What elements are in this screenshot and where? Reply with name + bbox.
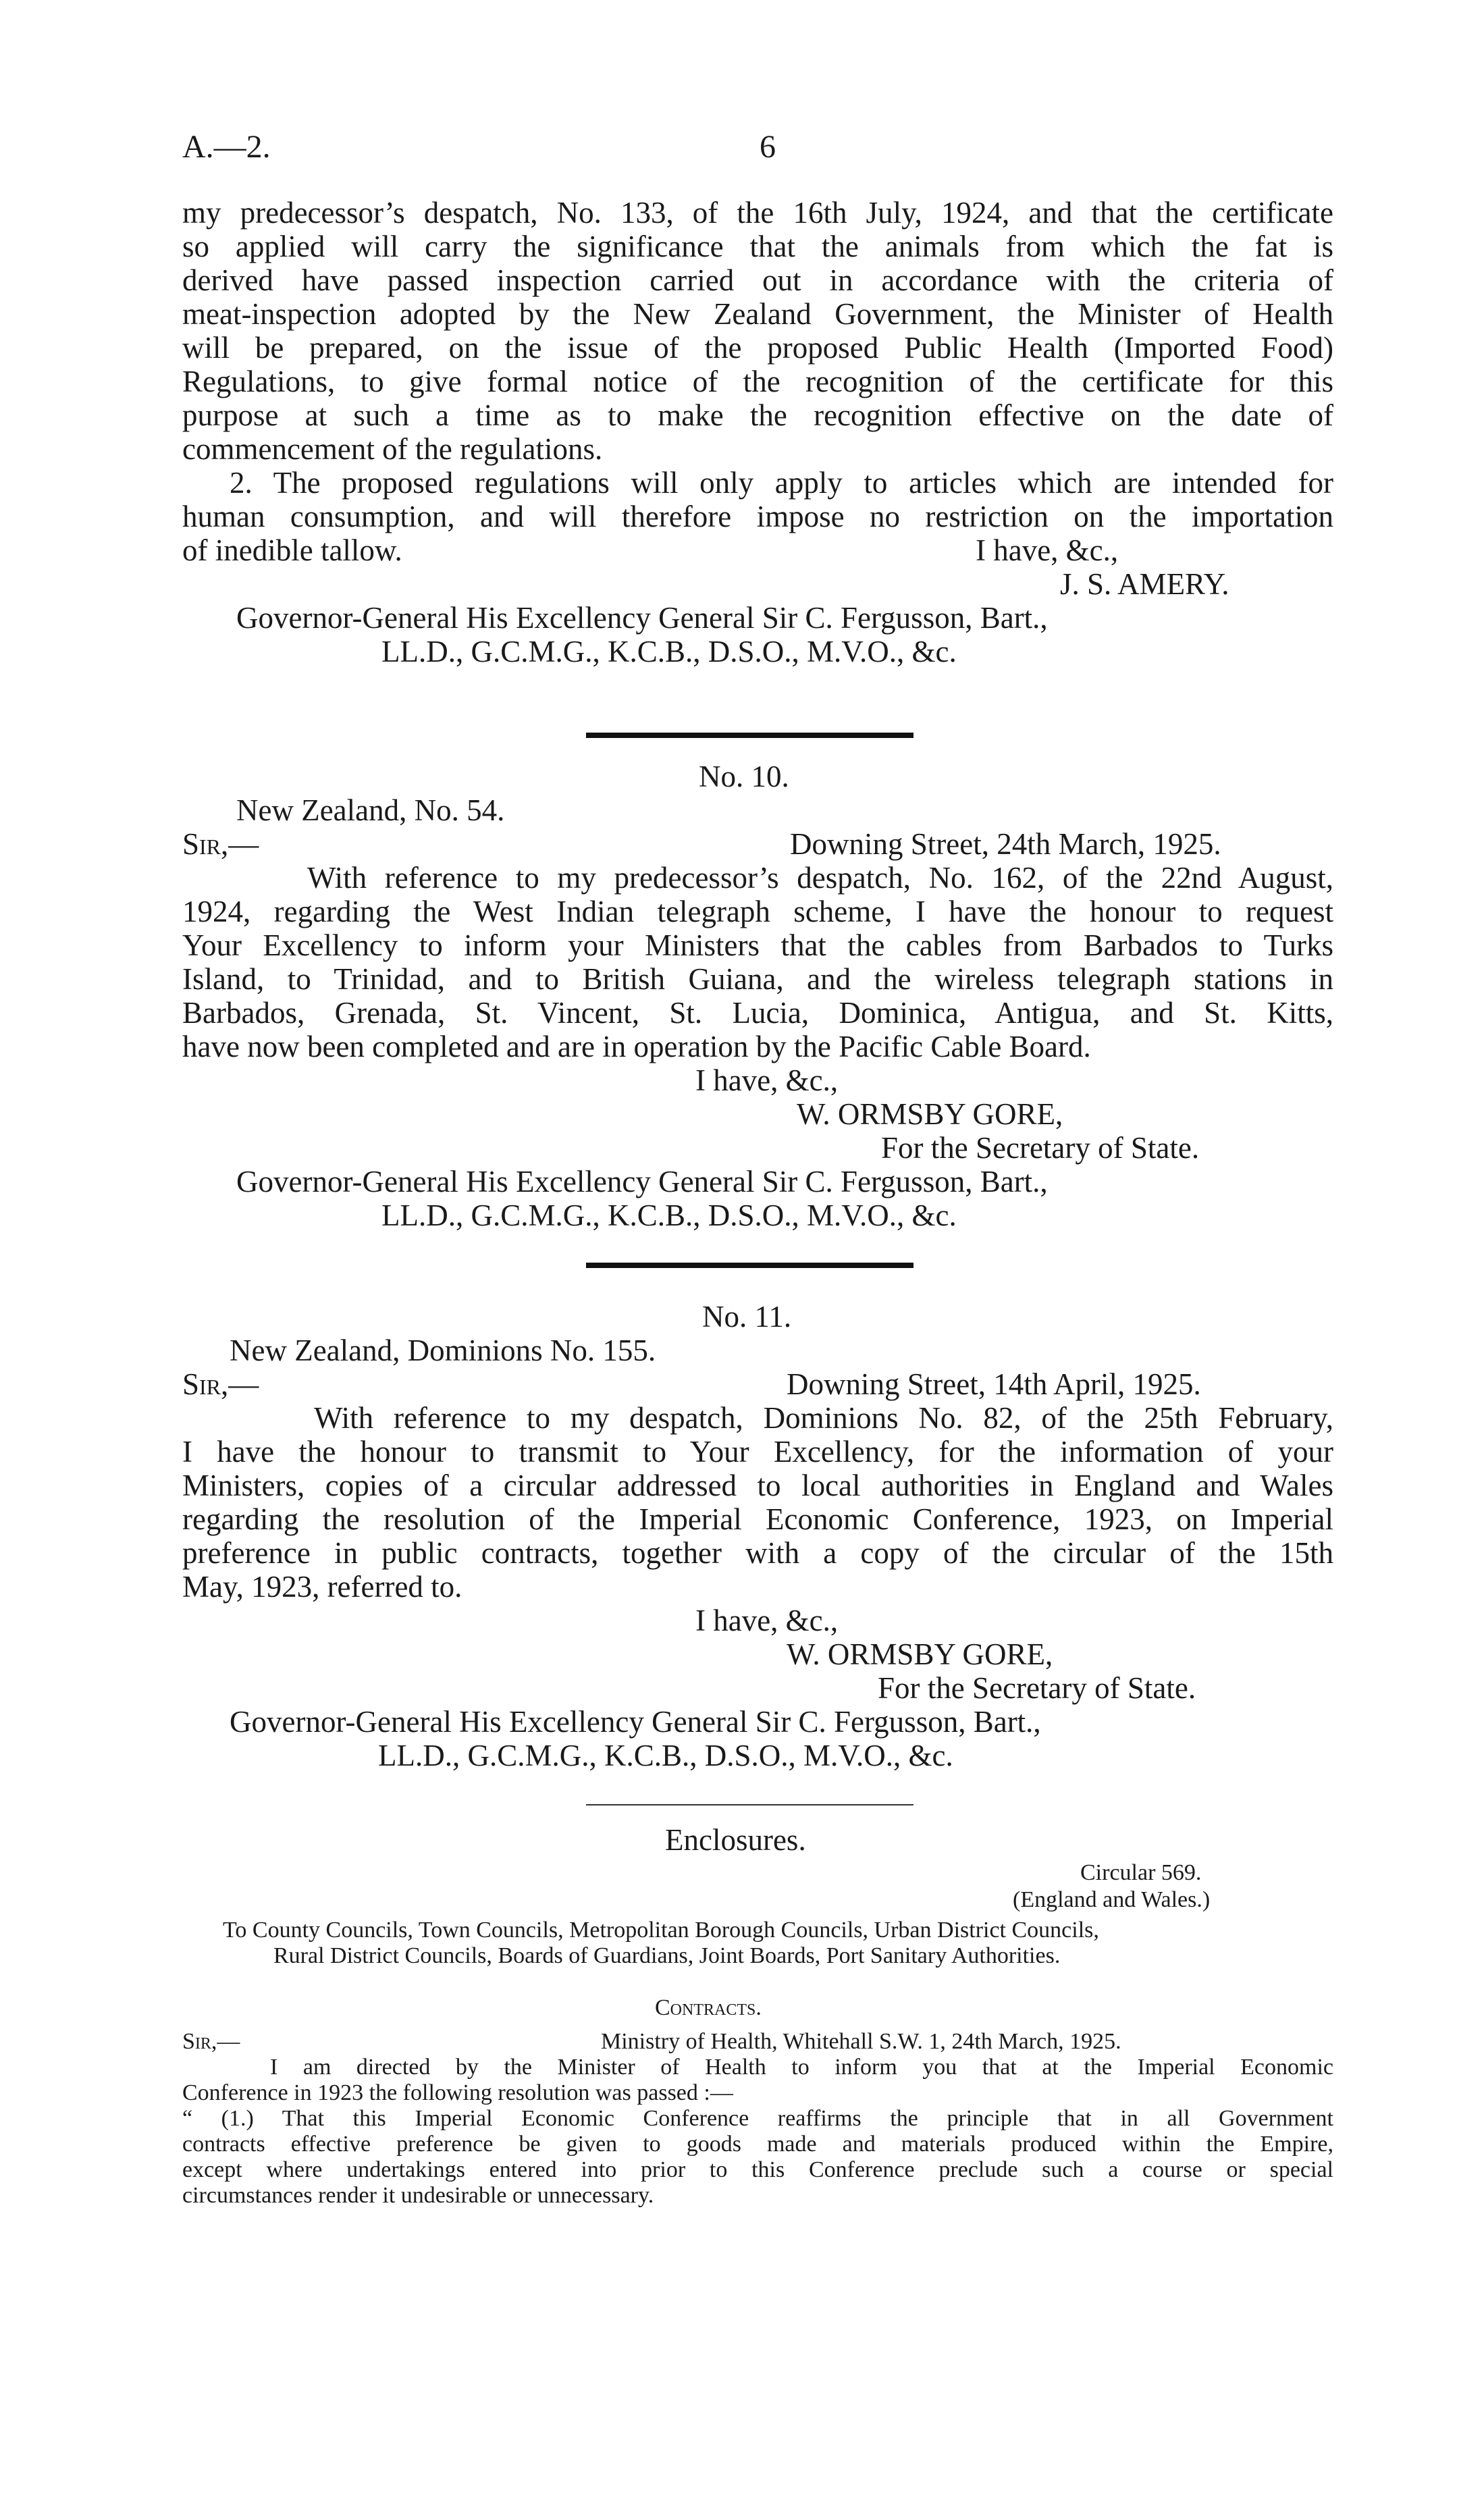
despatch-reference: New Zealand, No. 54. bbox=[236, 793, 505, 827]
text-line: meat-inspection adopted by the New Zealand Government, the Minister of Health bbox=[182, 297, 1333, 331]
addressee-line: Governor-General His Excellency General Sir C. Fergusson, Bart., bbox=[230, 1705, 1041, 1739]
series-reference: A.—2. bbox=[182, 129, 271, 165]
closing: I have, &c., bbox=[976, 533, 1119, 567]
closing: I have, &c., bbox=[695, 1063, 839, 1097]
text-line: Regulations, to give formal notice of the recognition of the certificate for this bbox=[182, 365, 1333, 398]
circular-region: (England and Wales.) bbox=[1013, 1887, 1211, 1912]
text-line: Ministers, copies of a circular addressed to local authorities in England and Wales bbox=[182, 1469, 1333, 1502]
text-line: With reference to my predecessor’s despatch, No. 162, of the 22nd August, bbox=[307, 861, 1333, 895]
despatch-reference: New Zealand, Dominions No. 155. bbox=[230, 1334, 656, 1367]
text-line: “ (1.) That this Imperial Economic Conference reaffirms the principle that in all Government bbox=[182, 2106, 1333, 2131]
text-line: my predecessor’s despatch, No. 133, of the 16th July, 1924, and that the certificate bbox=[182, 196, 1333, 230]
text-line: I am directed by the Minister of Health to inform you that at the Imperial Economic bbox=[270, 2055, 1333, 2080]
addressee-line: LL.D., G.C.M.G., K.C.B., D.S.O., M.V.O., &c. bbox=[378, 1739, 953, 1772]
signature: J. S. AMERY. bbox=[1060, 567, 1229, 601]
text-line: except where undertakings entered into prior to this Conference preclude such a course or special bbox=[182, 2157, 1333, 2182]
subject-heading: Contracts. bbox=[655, 1995, 762, 2020]
text-line: circumstances render it undesirable or unnecessary. bbox=[182, 2183, 654, 2208]
recipients-line: To County Councils, Town Councils, Metropolitan Borough Councils, Urban District Councils, bbox=[223, 1918, 1099, 1943]
continuation-paragraph bbox=[182, 196, 1333, 466]
text-line: Conference in 1923 the following resolution was passed :— bbox=[182, 2080, 733, 2105]
place-date: Downing Street, 14th April, 1925. bbox=[787, 1367, 1201, 1401]
circular-body bbox=[182, 2055, 1333, 2080]
despatch-number: No. 10. bbox=[699, 760, 789, 793]
addressee-line: LL.D., G.C.M.G., K.C.B., D.S.O., M.V.O., &c. bbox=[381, 1198, 957, 1232]
addressee-line: LL.D., G.C.M.G., K.C.B., D.S.O., M.V.O., &c. bbox=[381, 635, 957, 668]
text-line: purpose at such a time as to make the recognition effective on the date of bbox=[182, 398, 1333, 432]
signature-role: For the Secretary of State. bbox=[881, 1131, 1200, 1165]
resolution-quote bbox=[182, 2106, 1333, 2183]
signature-role: For the Secretary of State. bbox=[878, 1671, 1196, 1705]
despatch-body bbox=[182, 861, 1333, 1063]
text-line: derived have passed inspection carried out in accordance with the criteria of bbox=[182, 263, 1333, 297]
salutation: Sir,— bbox=[182, 2029, 240, 2054]
section-divider bbox=[586, 733, 913, 738]
paragraph-2 bbox=[182, 466, 1333, 533]
section-divider bbox=[586, 1263, 913, 1268]
place-date: Ministry of Health, Whitehall S.W. 1, 24th March, 1925. bbox=[601, 2029, 1121, 2054]
despatch-body bbox=[182, 1401, 1333, 1570]
text-line: regarding the resolution of the Imperial Economic Conference, 1923, on Imperial bbox=[182, 1502, 1333, 1536]
text-line: 1924, regarding the West Indian telegraph scheme, I have the honour to request bbox=[182, 895, 1333, 928]
recipients-line: Rural District Councils, Boards of Guardians, Joint Boards, Port Sanitary Authorities. bbox=[273, 1943, 1061, 1968]
signature: W. ORMSBY GORE, bbox=[787, 1637, 1053, 1671]
text-line: With reference to my despatch, Dominions No. 82, of the 25th February, bbox=[314, 1401, 1333, 1435]
text-line: 2. The proposed regulations will only apply to articles which are intended for bbox=[230, 466, 1333, 500]
text-line: preference in public contracts, together with a copy of the circular of the 15th bbox=[182, 1536, 1333, 1570]
salutation: Sir,— bbox=[182, 827, 259, 861]
addressee-line: Governor-General His Excellency General Sir C. Fergusson, Bart., bbox=[236, 601, 1048, 635]
place-date: Downing Street, 24th March, 1925. bbox=[790, 827, 1221, 861]
text-line: Island, to Trinidad, and to British Guiana, and the wireless telegraph stations in bbox=[182, 962, 1333, 996]
despatch-number: No. 11. bbox=[702, 1300, 792, 1334]
text-line: contracts effective preference be given to goods made and materials produced within the Empire, bbox=[182, 2132, 1333, 2157]
salutation: Sir,— bbox=[182, 1367, 259, 1401]
text-line: commencement of the regulations. bbox=[182, 432, 603, 466]
text-line: will be prepared, on the issue of the proposed Public Health (Imported Food) bbox=[182, 331, 1333, 365]
text-line: May, 1923, referred to. bbox=[182, 1570, 462, 1604]
text-line: of inedible tallow. bbox=[182, 533, 402, 567]
section-divider bbox=[586, 1804, 913, 1805]
enclosures-heading: Enclosures. bbox=[665, 1823, 806, 1857]
text-line: have now been completed and are in operation by the Pacific Cable Board. bbox=[182, 1030, 1091, 1063]
signature: W. ORMSBY GORE, bbox=[797, 1097, 1063, 1131]
text-line: Your Excellency to inform your Ministers that the cables from Barbados to Turks bbox=[182, 928, 1333, 962]
circular-number: Circular 569. bbox=[1080, 1860, 1202, 1885]
page-number: 6 bbox=[760, 129, 776, 165]
text-line: human consumption, and will therefore impose no restriction on the importation bbox=[182, 500, 1333, 533]
text-line: so applied will carry the significance that the animals from which the fat is bbox=[182, 230, 1333, 263]
text-line: Barbados, Grenada, St. Vincent, St. Lucia, Dominica, Antigua, and St. Kitts, bbox=[182, 996, 1333, 1030]
text-line: I have the honour to transmit to Your Excellency, for the information of your bbox=[182, 1435, 1333, 1469]
closing: I have, &c., bbox=[695, 1604, 839, 1637]
addressee-line: Governor-General His Excellency General Sir C. Fergusson, Bart., bbox=[236, 1165, 1048, 1198]
